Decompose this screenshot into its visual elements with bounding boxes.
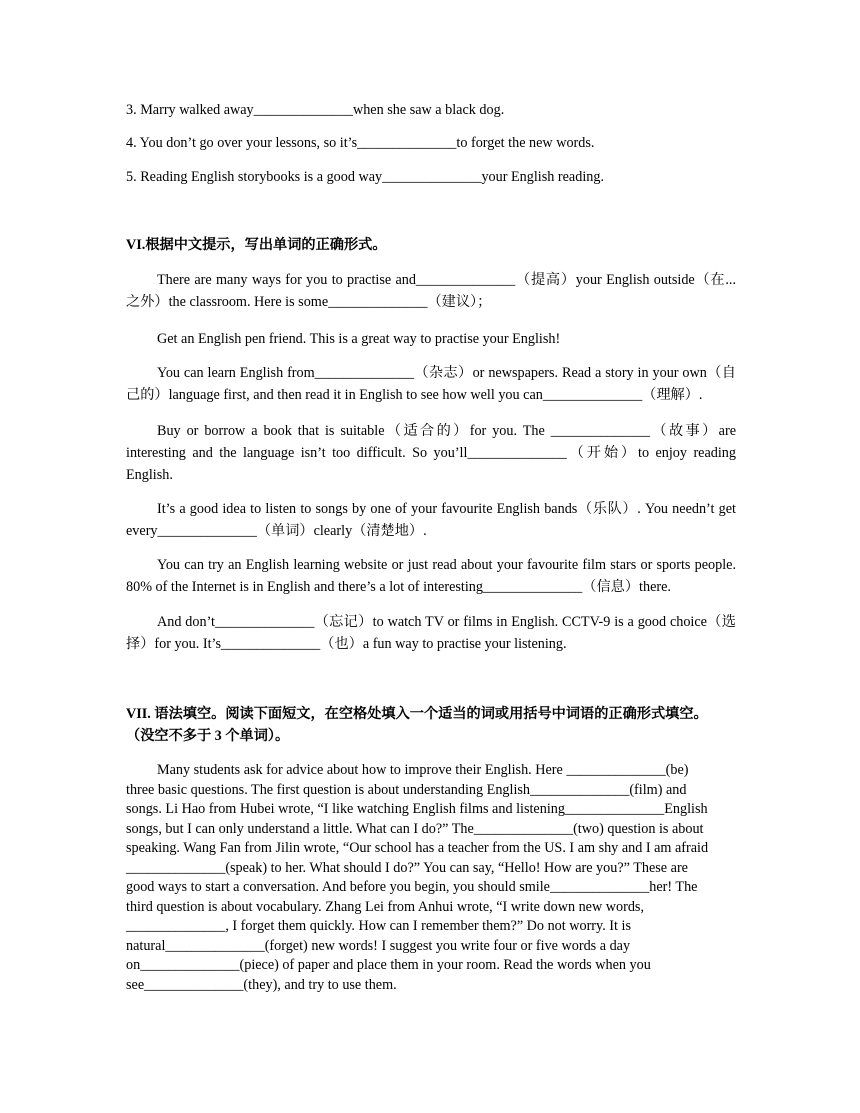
section-6-heading: VI.根据中文提示，写出单词的正确形式。 bbox=[126, 237, 387, 253]
exercise-item-4: 4. You don’t go over your lessons, so it’s______________to forget the new words. bbox=[126, 135, 595, 151]
section-6-paragraph-7: And don’t______________（忘记）to watch TV or films in English. CCTV-9 is a good choice（选择）for you. It’s______________（也）a fun way to practise your listening. bbox=[126, 614, 736, 652]
passage-line-2: three basic questions. The first question is about understanding English______________(film) and bbox=[126, 782, 687, 798]
passage-line-8: third question is about vocabulary. Zhang Lei from Anhui wrote, “I write down new words, bbox=[126, 899, 644, 915]
section-6-paragraph-1: There are many ways for you to practise and______________（提高）your English outside（在...之外）the classroom. Here is some______________（建议）； bbox=[126, 272, 736, 310]
exercise-item-3: 3. Marry walked away______________when she saw a black dog. bbox=[126, 102, 505, 118]
section-6-paragraph-6: You can try an English learning website or just read about your favourite film stars or sports people. 80% of the Internet is in English and there’s a lot of interesting______________（信息）there. bbox=[126, 557, 736, 595]
passage-line-7: good ways to start a conversation. And before you begin, you should smile______________her! The bbox=[126, 879, 698, 895]
section-6-paragraph-2: Get an English pen friend. This is a great way to practise your English! bbox=[157, 331, 561, 347]
passage-line-5: speaking. Wang Fan from Jilin wrote, “Our school has a teacher from the US. I am shy and I am afraid bbox=[126, 840, 709, 856]
exercise-item-5: 5. Reading English storybooks is a good way______________your English reading. bbox=[126, 169, 604, 185]
section-6-paragraph-5: It’s a good idea to listen to songs by one of your favourite English bands（乐队）. You needn’t get every______________（单词）clearly（清楚地）. bbox=[126, 501, 736, 539]
passage-line-12: see______________(they), and try to use them. bbox=[126, 977, 397, 993]
section-6-paragraph-4: Buy or borrow a book that is suitable（适合的）for you. The ______________（故事）are interesting and the language isn’t too difficult. So you’ll______________（开始）to enjoy reading English. bbox=[126, 423, 736, 483]
passage-line-1: Many students ask for advice about how to improve their English. Here ______________(be) bbox=[157, 762, 689, 778]
passage-line-11: on______________(piece) of paper and place them in your room. Read the words when you bbox=[126, 957, 651, 973]
section-7-heading-line-2: （没空不多于 3 个单词）。 bbox=[126, 728, 290, 744]
passage-line-10: natural______________(forget) new words! I suggest you write four or five words a day bbox=[126, 938, 631, 954]
passage-line-3: songs. Li Hao from Hubei wrote, “I like watching English films and listening______________English bbox=[126, 801, 708, 817]
passage-line-9: ______________, I forget them quickly. How can I remember them?” Do not worry. It is bbox=[126, 918, 631, 934]
section-7-heading-line-1: VII. 语法填空。阅读下面短文，在空格处填入一个适当的词或用括号中词语的正确形式填空。 bbox=[126, 706, 708, 722]
passage-line-6: ______________(speak) to her. What should I do?” You can say, “Hello! How are you?” These are bbox=[126, 860, 688, 876]
passage-line-4: songs, but I can only understand a little. What can I do?” The______________(two) question is about bbox=[126, 821, 704, 837]
section-6-paragraph-3: You can learn English from______________（杂志）or newspapers. Read a story in your own（自己的）language first, and then read it in English to see how well you can______________（理解）. bbox=[126, 365, 736, 403]
